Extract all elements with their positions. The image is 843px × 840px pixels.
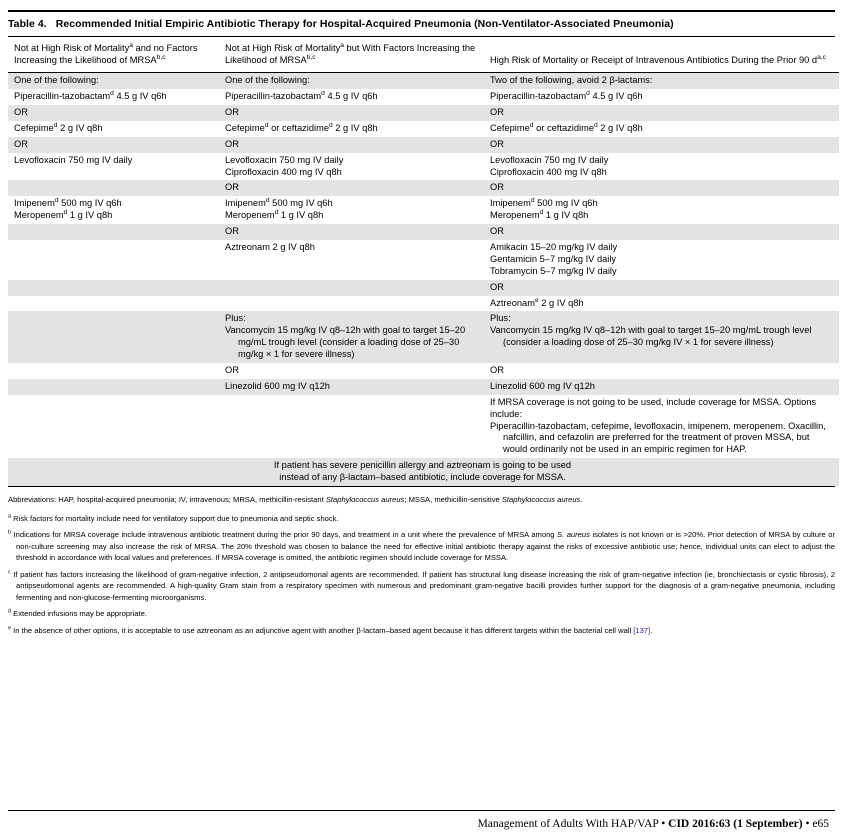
footnote-marker-d: d bbox=[264, 121, 269, 129]
cell-col2: OR bbox=[219, 180, 484, 196]
cell-col3: OR bbox=[484, 363, 839, 379]
footnote-a: $^a$ Risk factors for mortality include need for ventilatory support due to pneumonia and septic shock. bbox=[8, 512, 339, 523]
cell-col2: Aztreonam 2 g IV q8h bbox=[219, 240, 484, 280]
cell-col3: Levofloxacin 750 mg IV daily Ciprofloxacin 400 mg IV q8h bbox=[484, 153, 839, 181]
mssa-note-intro: If MRSA coverage is not going to be used, include coverage for MSSA. Options include: bbox=[490, 396, 817, 419]
cell-col2: One of the following: bbox=[219, 73, 484, 89]
table-row bbox=[8, 105, 839, 121]
cell-col1 bbox=[8, 240, 219, 280]
cell-col3: OR bbox=[484, 137, 839, 153]
table-row bbox=[8, 280, 839, 296]
cell-col2: OR bbox=[219, 224, 484, 240]
table-bottom-rule bbox=[8, 486, 835, 487]
cell-col3: Amikacin 15–20 mg/kg IV daily Gentamicin 5–7 mg/kg IV daily Tobramycin 5–7 mg/kg IV daily bbox=[484, 240, 839, 280]
cell-col3: Linezolid 600 mg IV q12h bbox=[484, 379, 839, 395]
table-row bbox=[8, 224, 839, 240]
table-notes bbox=[8, 494, 835, 636]
footnote-marker-d: d bbox=[110, 89, 114, 97]
footnote-marker-d: d bbox=[321, 89, 325, 97]
cell-col2: OR bbox=[219, 105, 484, 121]
cell-col3: OR bbox=[484, 180, 839, 196]
cell-col1 bbox=[8, 395, 219, 458]
footnote-marker-bc: b,c bbox=[306, 53, 316, 61]
table-row bbox=[8, 379, 839, 395]
abbreviations-note: Abbreviations: HAP, hospital-acquired pneumonia; IV, intravenous; MRSA, methicillin-resistant Staphylococcus aureus; MSSA, methicillin-sensitive Staphylococcus aureus. bbox=[8, 494, 583, 504]
footnote-marker-e: e bbox=[8, 625, 12, 632]
footnote-marker-d: d bbox=[53, 121, 58, 129]
footnote-marker-bc: b,c bbox=[156, 53, 166, 61]
cell-col3: Plus: Vancomycin 15 mg/kg IV q8–12h with goal to target 15–20 mg/mL trough level (consider a loading dose of 25–30 mg/kg IV × 1 for severe illness) bbox=[484, 311, 839, 363]
cell-col3: OR bbox=[484, 280, 839, 296]
column-header-high-mortality-risk: High Risk of Mortality or Receipt of Intravenous Antibiotics During the Prior 90 $d^{a,c}$ bbox=[490, 53, 827, 66]
footnote-c: $^c$ If patient has factors increasing the likelihood of gram-negative infection, 2 antipseudomonal agents are recommended. If patient has structural lung disease increasing the risk of gram-negative infection (ie, bronchiectasis or cystic fibrosis), 2 antipseudomonal agents are recommended. A high-quality Gram stain from a respiratory specimen with numerous and predominant gram-negative bacilli provides further support for the diagnosis of a gram-negative pneumonia, including fermenting and non-glucose-fermenting microorganisms. bbox=[8, 569, 835, 602]
footnote-marker-d: d bbox=[54, 197, 59, 205]
cell-col1 bbox=[8, 296, 219, 312]
table-row bbox=[8, 311, 839, 363]
column-header-mrsa-risk: Not at High Risk of Mortality$^a$ but With Factors Increasing the Likelihood of MRSA$^{b,c}$ bbox=[225, 41, 476, 66]
cell-col3: OR bbox=[484, 105, 839, 121]
vancomycin-detail: Vancomycin 15 mg/kg IV q8–12h with goal to target 15–20 mg/mL trough level (consider a loading dose of 25–30 mg/kg × 1 for severe illness) bbox=[225, 325, 466, 360]
antibiotic-therapy-table bbox=[8, 37, 839, 486]
cell-col3: Piperacillin-tazobactam$^d$ 4.5 g IV q6h bbox=[484, 89, 839, 105]
cell-col1 bbox=[8, 280, 219, 296]
footer-rule bbox=[8, 810, 835, 811]
footnote-marker-a: a bbox=[8, 512, 12, 519]
cell-col2: Cefepime$^d$ or ceftazidime$^d$ 2 g IV q8h bbox=[219, 121, 484, 137]
footnote-marker-d: d bbox=[586, 89, 590, 97]
page-footer bbox=[6, 810, 837, 830]
footnote-marker-d: d bbox=[274, 209, 279, 217]
footnote-marker-d: d bbox=[63, 209, 68, 217]
table-body bbox=[8, 73, 839, 486]
cell-col1: Cefepime$^d$ 2 g IV q8h bbox=[8, 121, 219, 137]
cell-col3: Cefepime$^d$ or ceftazidime$^d$ 2 g IV q8h bbox=[484, 121, 839, 137]
footnote-marker-ac: a,c bbox=[817, 53, 827, 61]
cell-col3 bbox=[484, 395, 839, 458]
table-row bbox=[8, 363, 839, 379]
cell-col1: OR bbox=[8, 137, 219, 153]
table-row bbox=[8, 196, 839, 224]
footnote-marker-a: a bbox=[340, 41, 344, 49]
cell-col2: OR bbox=[219, 137, 484, 153]
table-row bbox=[8, 73, 839, 89]
footnote-marker-d: d bbox=[529, 121, 534, 129]
cell-col2: Piperacillin-tazobactam$^d$ 4.5 g IV q6h bbox=[219, 89, 484, 105]
column-header-no-mrsa-risk: Not at High Risk of Mortality$^a$ and no Factors Increasing the Likelihood of MRSA$^{b,c}$ bbox=[14, 41, 198, 66]
table-title-text: Recommended Initial Empiric Antibiotic Therapy for Hospital-Acquired Pneumonia (Non-Ventilator-Associated Pneumonia) bbox=[55, 18, 674, 30]
footnote-marker-d: d bbox=[530, 197, 535, 205]
cell-col1 bbox=[8, 180, 219, 196]
cell-col1: Piperacillin-tazobactam$^d$ 4.5 g IV q6h bbox=[8, 89, 219, 105]
table-row bbox=[8, 395, 839, 458]
mssa-note-options: Piperacillin-tazobactam, cefepime, levofloxacin, imipenem, meropenem. Oxacillin, nafcillin, and cefazolin are preferred for the treatment of proven MSSA, but would ordinarily not be used in an empiric regimen for HAP. bbox=[490, 420, 826, 455]
table-number-label: Table 4. bbox=[8, 18, 47, 30]
footnote-d: $^d$ Extended infusions may be appropriate. bbox=[8, 608, 147, 619]
footnote-marker-d: d bbox=[265, 197, 270, 205]
page-number: e65 bbox=[812, 818, 829, 830]
footnote-b: $^b$ Indications for MRSA coverage include intravenous antibiotic treatment during the prior 90 days, and treatment in a unit where the prevalence of MRSA among S. aureus isolates is not known or is >20%. Prior detection of MRSA by culture or non-culture screening may also increase the risk of MRSA. The 20% threshold was chosen to balance the need for effective initial antibiotic therapy against the risks of excessive antibiotic use; hence, individual units can elect to adjust the threshold in accordance with local values and preferences. If MRSA coverage is omitted, the antibiotic regimen should include coverage for MSSA. bbox=[8, 529, 836, 563]
cell-col2 bbox=[219, 395, 484, 458]
footnote-marker-e: e bbox=[534, 296, 539, 304]
table-page bbox=[0, 10, 843, 840]
cell-col1: One of the following: bbox=[8, 73, 219, 89]
footnote-marker-d: d bbox=[593, 121, 598, 129]
cell-col1: Imipenem$^d$ 500 mg IV q6h Meropenem$^d$ 1 g IV q8h bbox=[8, 196, 219, 224]
footer-citation: Management of Adults With HAP/VAP • CID 2016:63 (1 September) • e65 bbox=[477, 818, 829, 830]
footnote-marker-d: d bbox=[8, 608, 12, 615]
table-row bbox=[8, 240, 839, 280]
cell-col1 bbox=[8, 363, 219, 379]
cell-col2: Linezolid 600 mg IV q12h bbox=[219, 379, 484, 395]
table-row bbox=[8, 180, 839, 196]
table-header-row bbox=[8, 37, 839, 72]
cell-col2 bbox=[219, 296, 484, 312]
footnote-e: $^e$ In the absence of other options, it is acceptable to use aztreonam as an adjunctive agent with another β-lactam–based agent because it has different targets within the bacterial cell wall [137]. bbox=[8, 625, 653, 635]
cell-col1 bbox=[8, 379, 219, 395]
penicillin-allergy-note: If patient has severe penicillin allergy and aztreonam is going to be used instead of any β-lactam–based antibiotic, include coverage for MSSA. bbox=[8, 458, 839, 486]
footnote-marker-b: b bbox=[8, 529, 12, 536]
cell-col2: OR bbox=[219, 363, 484, 379]
table-row bbox=[8, 89, 839, 105]
table-row bbox=[8, 153, 839, 181]
cell-col3: OR bbox=[484, 224, 839, 240]
cell-col3: Aztreonam$^e$ 2 g IV q8h bbox=[484, 296, 839, 312]
cell-col1: OR bbox=[8, 105, 219, 121]
cell-col2: Plus: Vancomycin 15 mg/kg IV q8–12h with goal to target 15–20 mg/mL trough level (consider a loading dose of 25–30 mg/kg × 1 for severe illness) bbox=[219, 311, 484, 363]
footnote-marker-d: d bbox=[328, 121, 333, 129]
table-row bbox=[8, 296, 839, 312]
cell-col2: Imipenem$^d$ 500 mg IV q6h Meropenem$^d$ 1 g IV q8h bbox=[219, 196, 484, 224]
cell-col2: Levofloxacin 750 mg IV daily Ciprofloxacin 400 mg IV q8h bbox=[219, 153, 484, 181]
footnote-marker-c: c bbox=[8, 569, 11, 576]
footnote-marker-a: a bbox=[129, 41, 133, 49]
page-title bbox=[6, 12, 837, 36]
table-row-full-width bbox=[8, 458, 839, 486]
vancomycin-detail: Vancomycin 15 mg/kg IV q8–12h with goal to target 15–20 mg/mL trough level (consider a loading dose of 25–30 mg/kg IV × 1 for severe illness) bbox=[490, 325, 812, 348]
cell-col1 bbox=[8, 224, 219, 240]
cell-col3: Two of the following, avoid 2 β-lactams: bbox=[484, 73, 839, 89]
cell-col2 bbox=[219, 280, 484, 296]
table-row bbox=[8, 121, 839, 137]
reference-link-137[interactable]: [137] bbox=[633, 625, 651, 635]
cell-col1: Levofloxacin 750 mg IV daily bbox=[8, 153, 219, 181]
cell-col1 bbox=[8, 311, 219, 363]
table-row bbox=[8, 137, 839, 153]
cell-col3: Imipenem$^d$ 500 mg IV q6h Meropenem$^d$ 1 g IV q8h bbox=[484, 196, 839, 224]
abbreviations-label: Abbreviations: bbox=[8, 494, 57, 504]
footnote-marker-d: d bbox=[539, 209, 544, 217]
